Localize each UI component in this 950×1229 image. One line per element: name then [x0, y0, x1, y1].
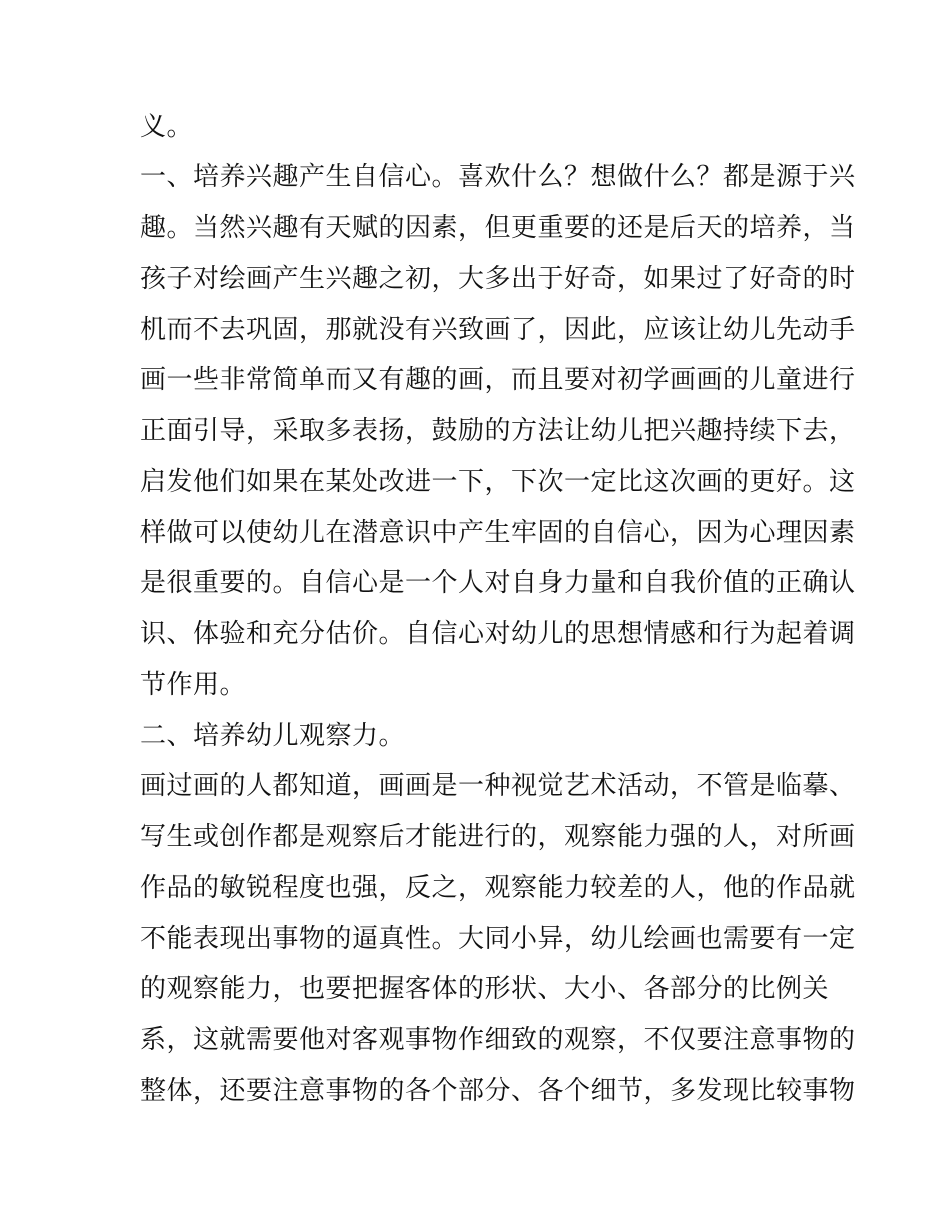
paragraph-line: 趣。当然兴趣有天赋的因素，但更重要的还是后天的培养，当 [140, 213, 856, 243]
paragraph-line: 机而不去巩固，那就没有兴致画了，因此，应该让幼儿先动手 [140, 315, 856, 345]
paragraph-line: 是很重要的。自信心是一个人对自身力量和自我价值的正确认 [140, 568, 856, 598]
paragraph-line: 的观察能力，也要把握客体的形状、大小、各部分的比例关 [140, 974, 830, 1004]
paragraph-line: 画一些非常简单而又有趣的画，而且要对初学画画的儿童进行 [140, 365, 856, 395]
paragraph-line: 识、体验和充分估价。自信心对幼儿的思想情感和行为起着调 [140, 619, 856, 649]
paragraph-line: 作品的敏锐程度也强，反之，观察能力较差的人，他的作品就 [140, 873, 856, 903]
paragraph-line: 整体，还要注意事物的各个部分、各个细节，多发现比较事物 [140, 1076, 856, 1106]
paragraph-line: 不能表现出事物的逼真性。大同小异，幼儿绘画也需要有一定 [140, 924, 856, 954]
section-heading-line: 一、培养兴趣产生自信心。喜欢什么？想做什么？都是源于兴 [140, 162, 856, 192]
paragraph-line: 写生或创作都是观察后才能进行的，观察能力强的人，对所画 [140, 822, 856, 852]
paragraph-line: 义。 [140, 112, 194, 142]
paragraph-line: 节作用。 [140, 670, 247, 700]
paragraph-line: 画过画的人都知道，画画是一种视觉艺术活动，不管是临摹、 [140, 771, 856, 801]
paragraph-line: 系，这就需要他对客观事物作细致的观察，不仅要注意事物的 [140, 1025, 856, 1055]
paragraph-line: 正面引导，采取多表扬，鼓励的方法让幼儿把兴趣持续下去， [140, 416, 856, 446]
paragraph-line: 孩子对绘画产生兴趣之初，大多出于好奇，如果过了好奇的时 [140, 264, 856, 294]
section-heading-line: 二、培养幼儿观察力。 [140, 721, 406, 751]
paragraph-line: 启发他们如果在某处改进一下，下次一定比这次画的更好。这 [140, 467, 856, 497]
paragraph-line: 样做可以使幼儿在潜意识中产生牢固的自信心，因为心理因素 [140, 518, 856, 548]
